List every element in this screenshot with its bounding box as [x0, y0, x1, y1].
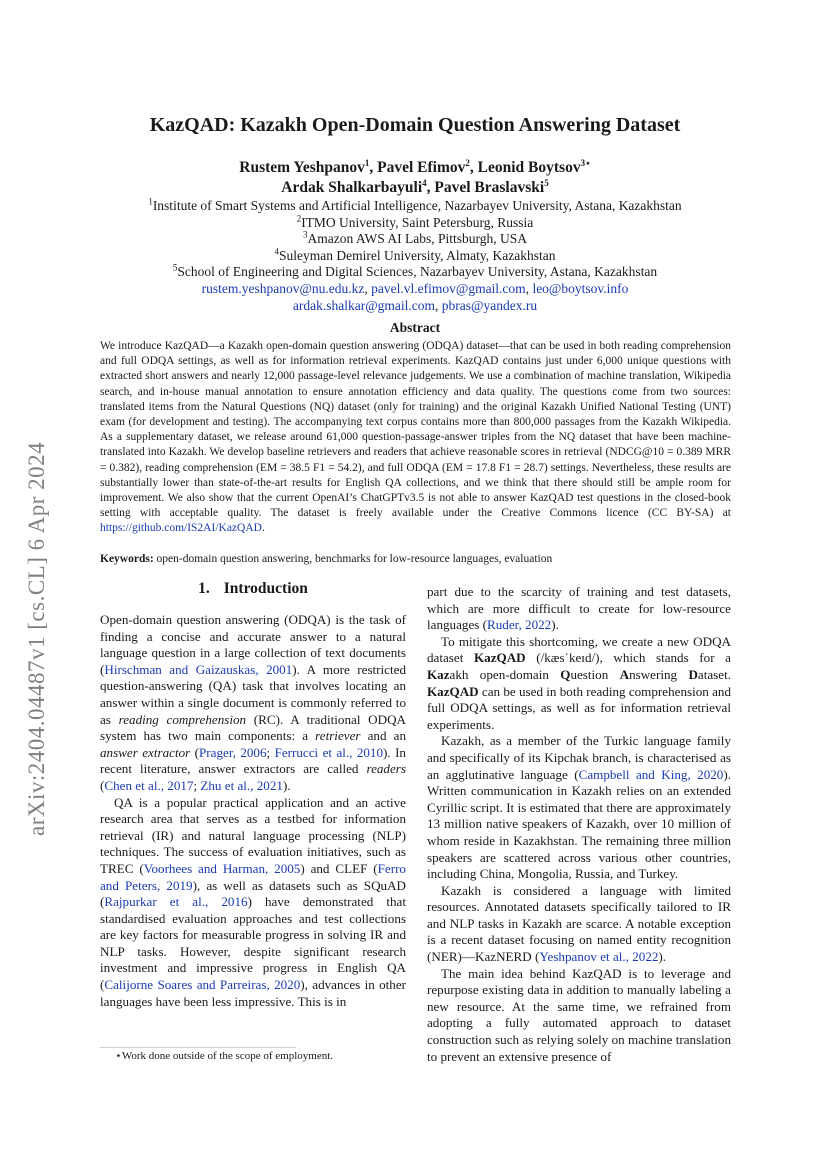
keywords-label: Keywords: — [100, 553, 154, 565]
author-name: Pavel Braslavski — [434, 179, 545, 196]
email-line-1: rustem.yeshpanov@nu.edu.kz, pavel.vl.efimov@gmail.com, leo@boytsov.info — [201, 280, 629, 296]
abstract-body: We introduce KazQAD—a Kazakh open-domain question answering (ODQA) dataset—that can be used in both reading comprehension and full ODQA settings, as well as for information retrieval experiments. KazQAD contains just under 6,000 unique questions with extracted short answers and nearly 12,000 passage-level relevance judgements. We use a combination of machine translation, Wikipedia search, and in-house manual annotation to ensure annotation efficiency and data quality. The questions come from two sources: translated items from the Natural Questions (NQ) dataset (only for training) and the original Kazakh Unified National Testing (UNT) exam (for development and testing). The accompanying text corpus contains more than 800,000 passages from the Kazakh Wikipedia. As a supplementary dataset, we release around 61,000 question-passage-answer triples from the NQ dataset that have been machine-translated into Kazakh. We develop baseline retrievers and readers that achieve reasonable scores in retrieval (NDCG@10 = 0.389 MRR = 0.382), reading comprehension (EM = 38.5 F1 = 54.2), and full ODQA (EM = 17.8 F1 = 28.7) settings. Nevertheless, these results are substantially lower than state-of-the-art results for English QA collections, and we think that there should still be ample room for improvement. We also show that the current OpenAI’s ChatGPTv3.5 is not able to answer KazQAD test questions in the closed-book setting with acceptable quality. The dataset is freely available under the Creative Commons licence (CC BY-SA) at https://github.com/IS2AI/KazQAD. — [100, 340, 731, 535]
affiliation: $^5$School of Engineering and Digital Sciences, Nazarbayev University, Astana, Kazakhstan — [172, 262, 658, 280]
affiliation: $^1$Institute of Smart Systems and Artificial Intelligence, Nazarbayev University, Astana, Kazakhstan — [148, 196, 682, 213]
paragraph: To mitigate this shortcoming, we create a new ODQA dataset KazQAD (/kæsˈkeɪd/), which stands for a Kazakh open-domain Question Answering Dataset. KazQAD can be used in both reading comprehension and full ODQA settings, as well as for information retrieval experiments. — [427, 633, 731, 732]
email-link[interactable]: rustem.yeshpanov@nu.edu.kz — [201, 280, 365, 296]
affiliation: $^3$Amazon AWS AI Labs, Pittsburgh, USA — [302, 229, 528, 247]
author-name: Pavel Efimov — [377, 159, 466, 176]
email-link[interactable]: ardak.shalkar@gmail.com — [292, 297, 436, 313]
email-link[interactable]: pavel.vl.efimov@gmail.com — [371, 280, 526, 296]
abstract-heading: Abstract — [389, 320, 441, 335]
email-link[interactable]: leo@boytsov.info — [532, 280, 629, 296]
affiliation: $^4$Suleyman Demirel University, Almaty, Kazakhstan — [274, 246, 556, 263]
dataset-link[interactable]: https://github.com/IS2AI/KazQAD — [100, 522, 262, 535]
right-column — [427, 584, 731, 1065]
paragraph: The main idea behind KazQAD is to leverage and repurpose existing data in addition to manually labeling a new resource. At the same time, we refrained from adopting a fully automated approach to dataset construction such as relying solely on machine translation to prevent an extensive presence of — [427, 965, 731, 1064]
paragraph: Kazakh is considered a language with limited resources. Annotated datasets specifically tailored to IR and NLP tasks in Kazakh are scarce. A notable exception is a recent dataset focusing on named entity recognition (NER)—KazNERD (Yeshpanov et al., 2022). — [427, 882, 731, 965]
affiliation: $^2$ITMO University, Saint Petersburg, Russia — [296, 213, 534, 230]
paragraph: part due to the scarcity of training and test datasets, which are more difficult to create for low-resource languages (Ruder, 2022). — [427, 584, 731, 633]
author-line-1: Rustem Yeshpanov$^1$, Pavel Efimov$^2$, Leonid Boytsov$^{3⋆}$ — [239, 157, 591, 176]
paragraph: Kazakh, as a member of the Turkic language family and specifically of its Kipchak branch, is characterised as an agglutinative language (Campbell and King, 2020). Written communication in Kazakh relies on an extended Cyrillic script. It is estimated that there are approximately 13 million native speakers of Kazakh, over 10 million of whom reside in Kazakhstan. The remaining three million speakers are scattered across various other countries, including China, Mongolia, Russia, and Turkey. — [427, 733, 731, 882]
author-name: Rustem Yeshpanov — [239, 159, 365, 176]
footnote-rule — [100, 1047, 296, 1048]
left-column — [100, 612, 406, 1010]
author-list — [100, 158, 730, 198]
author-name: Leonid Boytsov — [477, 159, 581, 176]
arxiv-identifier: arXiv:2404.04487v1 [cs.CL] 6 Apr 2024 — [24, 441, 49, 836]
section-heading: 1. Introduction — [198, 580, 308, 597]
paragraph: QA is a popular practical application and an active research area that serves as a testbed for information retrieval (IR) and natural language processing (NLP) techniques. The success of evaluation initiatives, such as TREC (Voorhees and Harman, 2005) and CLEF (Ferro and Peters, 2019), as well as datasets such as SQuAD (Rajpurkar et al., 2016) have demonstrated that standardised evaluation approaches and test collections are key factors for measurable progress in solving IR and NLP tasks. However, despite significant research investment and impressive progress in English QA (Calijorne Soares and Parreiras, 2020), advances in other languages have been less impressive. This is in — [100, 794, 407, 1009]
author-name: Ardak Shalkarbayuli — [281, 179, 423, 196]
keywords-text: open-domain question answering, benchmarks for low-resource languages, evaluation — [153, 553, 553, 565]
paper-title: KazQAD: Kazakh Open-Domain Question Answering Dataset — [149, 114, 681, 136]
affiliation-list — [100, 198, 730, 314]
author-line-2: Ardak Shalkarbayuli$^4$, Pavel Braslavski$^5$ — [281, 177, 549, 196]
keywords — [100, 552, 731, 567]
email-link[interactable]: pbras@yandex.ru — [441, 297, 538, 313]
email-line-2: ardak.shalkar@gmail.com, pbras@yandex.ru — [292, 297, 538, 313]
footnote: ⋆Work done outside of the scope of employment. — [115, 1050, 334, 1062]
paragraph: Open-domain question answering (ODQA) is the task of finding a concise and accurate answer to a natural language question in a large collection of text documents (Hirschman and Gaizauskas, 2001). A more restricted question-answering (QA) task that involves locating an answer within a single document is commonly referred to as reading comprehension (RC). A traditional ODQA system has two main components: a retriever and an answer extractor (Prager, 2006; Ferrucci et al., 2010). In recent literature, answer extractors are called readers (Chen et al., 2017; Zhu et al., 2021). — [100, 612, 407, 793]
